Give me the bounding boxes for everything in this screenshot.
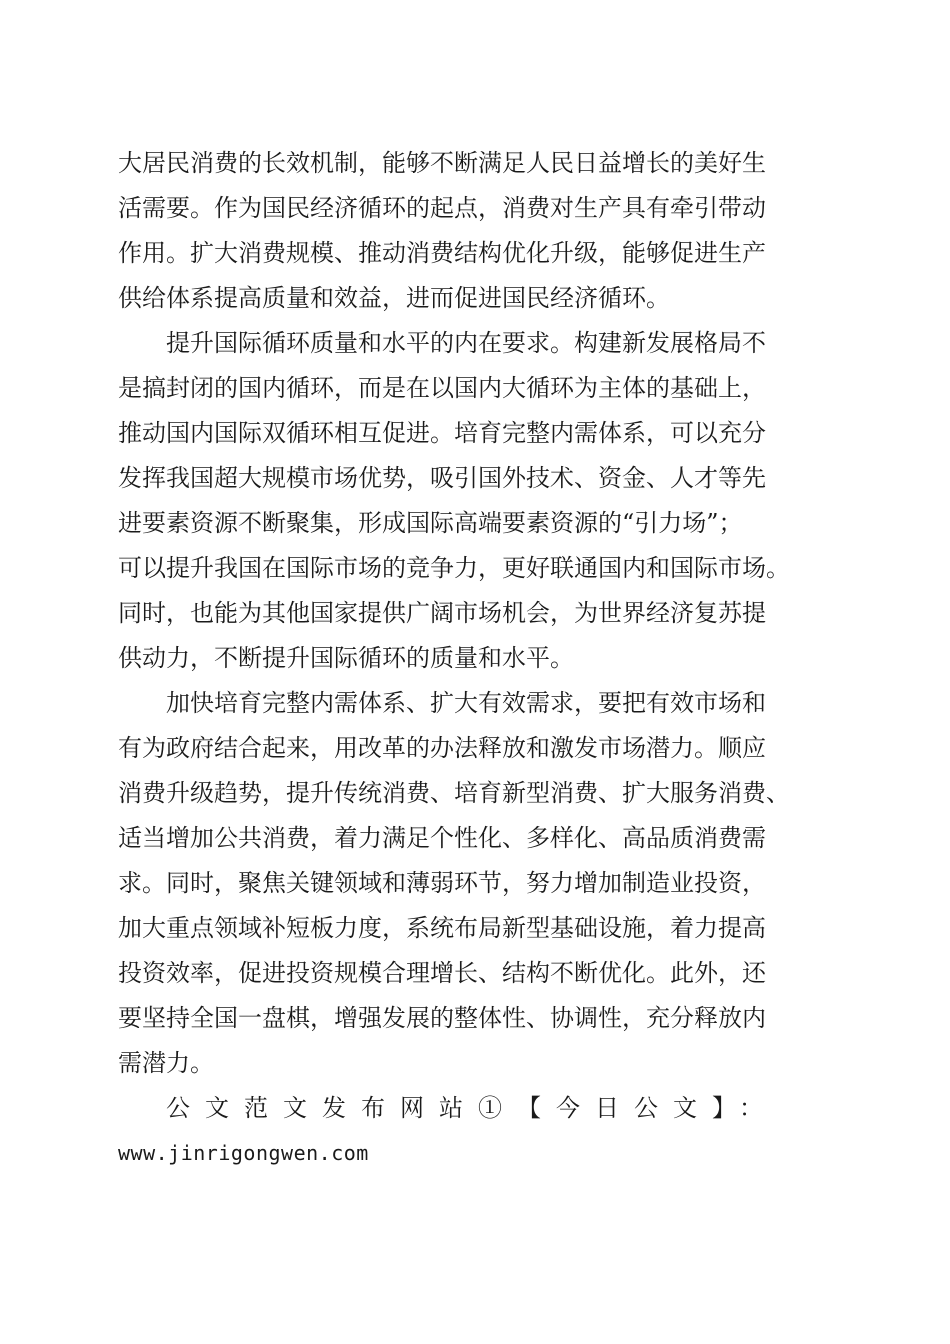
paragraph-2-line: 发挥我国超大规模市场优势，吸引国外技术、资金、人才等先 [118,464,766,492]
paragraph-3-line: 需潜力。 [118,1049,214,1077]
footer-label: 公文范文发布网站①【今日公文】： [166,1094,778,1122]
paragraph-3-line: 要坚持全国一盘棋，增强发展的整体性、协调性，充分释放内 [118,1004,766,1032]
paragraph-2-line: 是搞封闭的国内循环，而是在以国内大循环为主体的基础上， [118,374,766,402]
paragraph-3-line: 有为政府结合起来，用改革的办法释放和激发市场潜力。顺应 [118,734,766,762]
paragraph-3-line: 求。同时，聚焦关键领域和薄弱环节，努力增加制造业投资， [118,869,766,897]
paragraph-1 [118,141,838,321]
paragraph-3-line: 加大重点领域补短板力度，系统布局新型基础设施，着力提高 [118,914,766,942]
paragraph-2-line: 推动国内国际双循环相互促进。培育完整内需体系，可以充分 [118,419,766,447]
paragraph-2-line: 提升国际循环质量和水平的内在要求。构建新发展格局不 [166,329,766,357]
document-body [118,141,838,1176]
paragraph-3 [118,681,838,1086]
paragraph-2 [118,321,838,681]
paragraph-1-line: 作用。扩大消费规模、推动消费结构优化升级，能够促进生产 [118,239,766,267]
paragraph-3-line: 适当增加公共消费，着力满足个性化、多样化、高品质消费需 [118,824,766,852]
footer-url[interactable]: www.jinrigongwen.com [118,1141,369,1165]
paragraph-1-line: 供给体系提高质量和效益，进而促进国民经济循环。 [118,284,670,312]
paragraph-2-line: 可以提升我国在国际市场的竞争力，更好联通国内和国际市场。 [118,554,790,582]
paragraph-2-line: 供动力，不断提升国际循环的质量和水平。 [118,644,574,672]
paragraph-3-line: 投资效率，促进投资规模合理增长、结构不断优化。此外，还 [118,959,766,987]
paragraph-1-line: 活需要。作为国民经济循环的起点，消费对生产具有牵引带动 [118,194,766,222]
paragraph-3-line: 消费升级趋势，提升传统消费、培育新型消费、扩大服务消费、 [118,779,790,807]
paragraph-2-line: 同时，也能为其他国家提供广阔市场机会，为世界经济复苏提 [118,599,766,627]
paragraph-3-line: 加快培育完整内需体系、扩大有效需求，要把有效市场和 [166,689,766,717]
footer-source [118,1086,838,1176]
paragraph-2-line: 进要素资源不断聚集，形成国际高端要素资源的“引力场”； [118,509,743,537]
footer-label-line [118,1086,838,1131]
paragraph-1-line: 大居民消费的长效机制，能够不断满足人民日益增长的美好生 [118,149,766,177]
